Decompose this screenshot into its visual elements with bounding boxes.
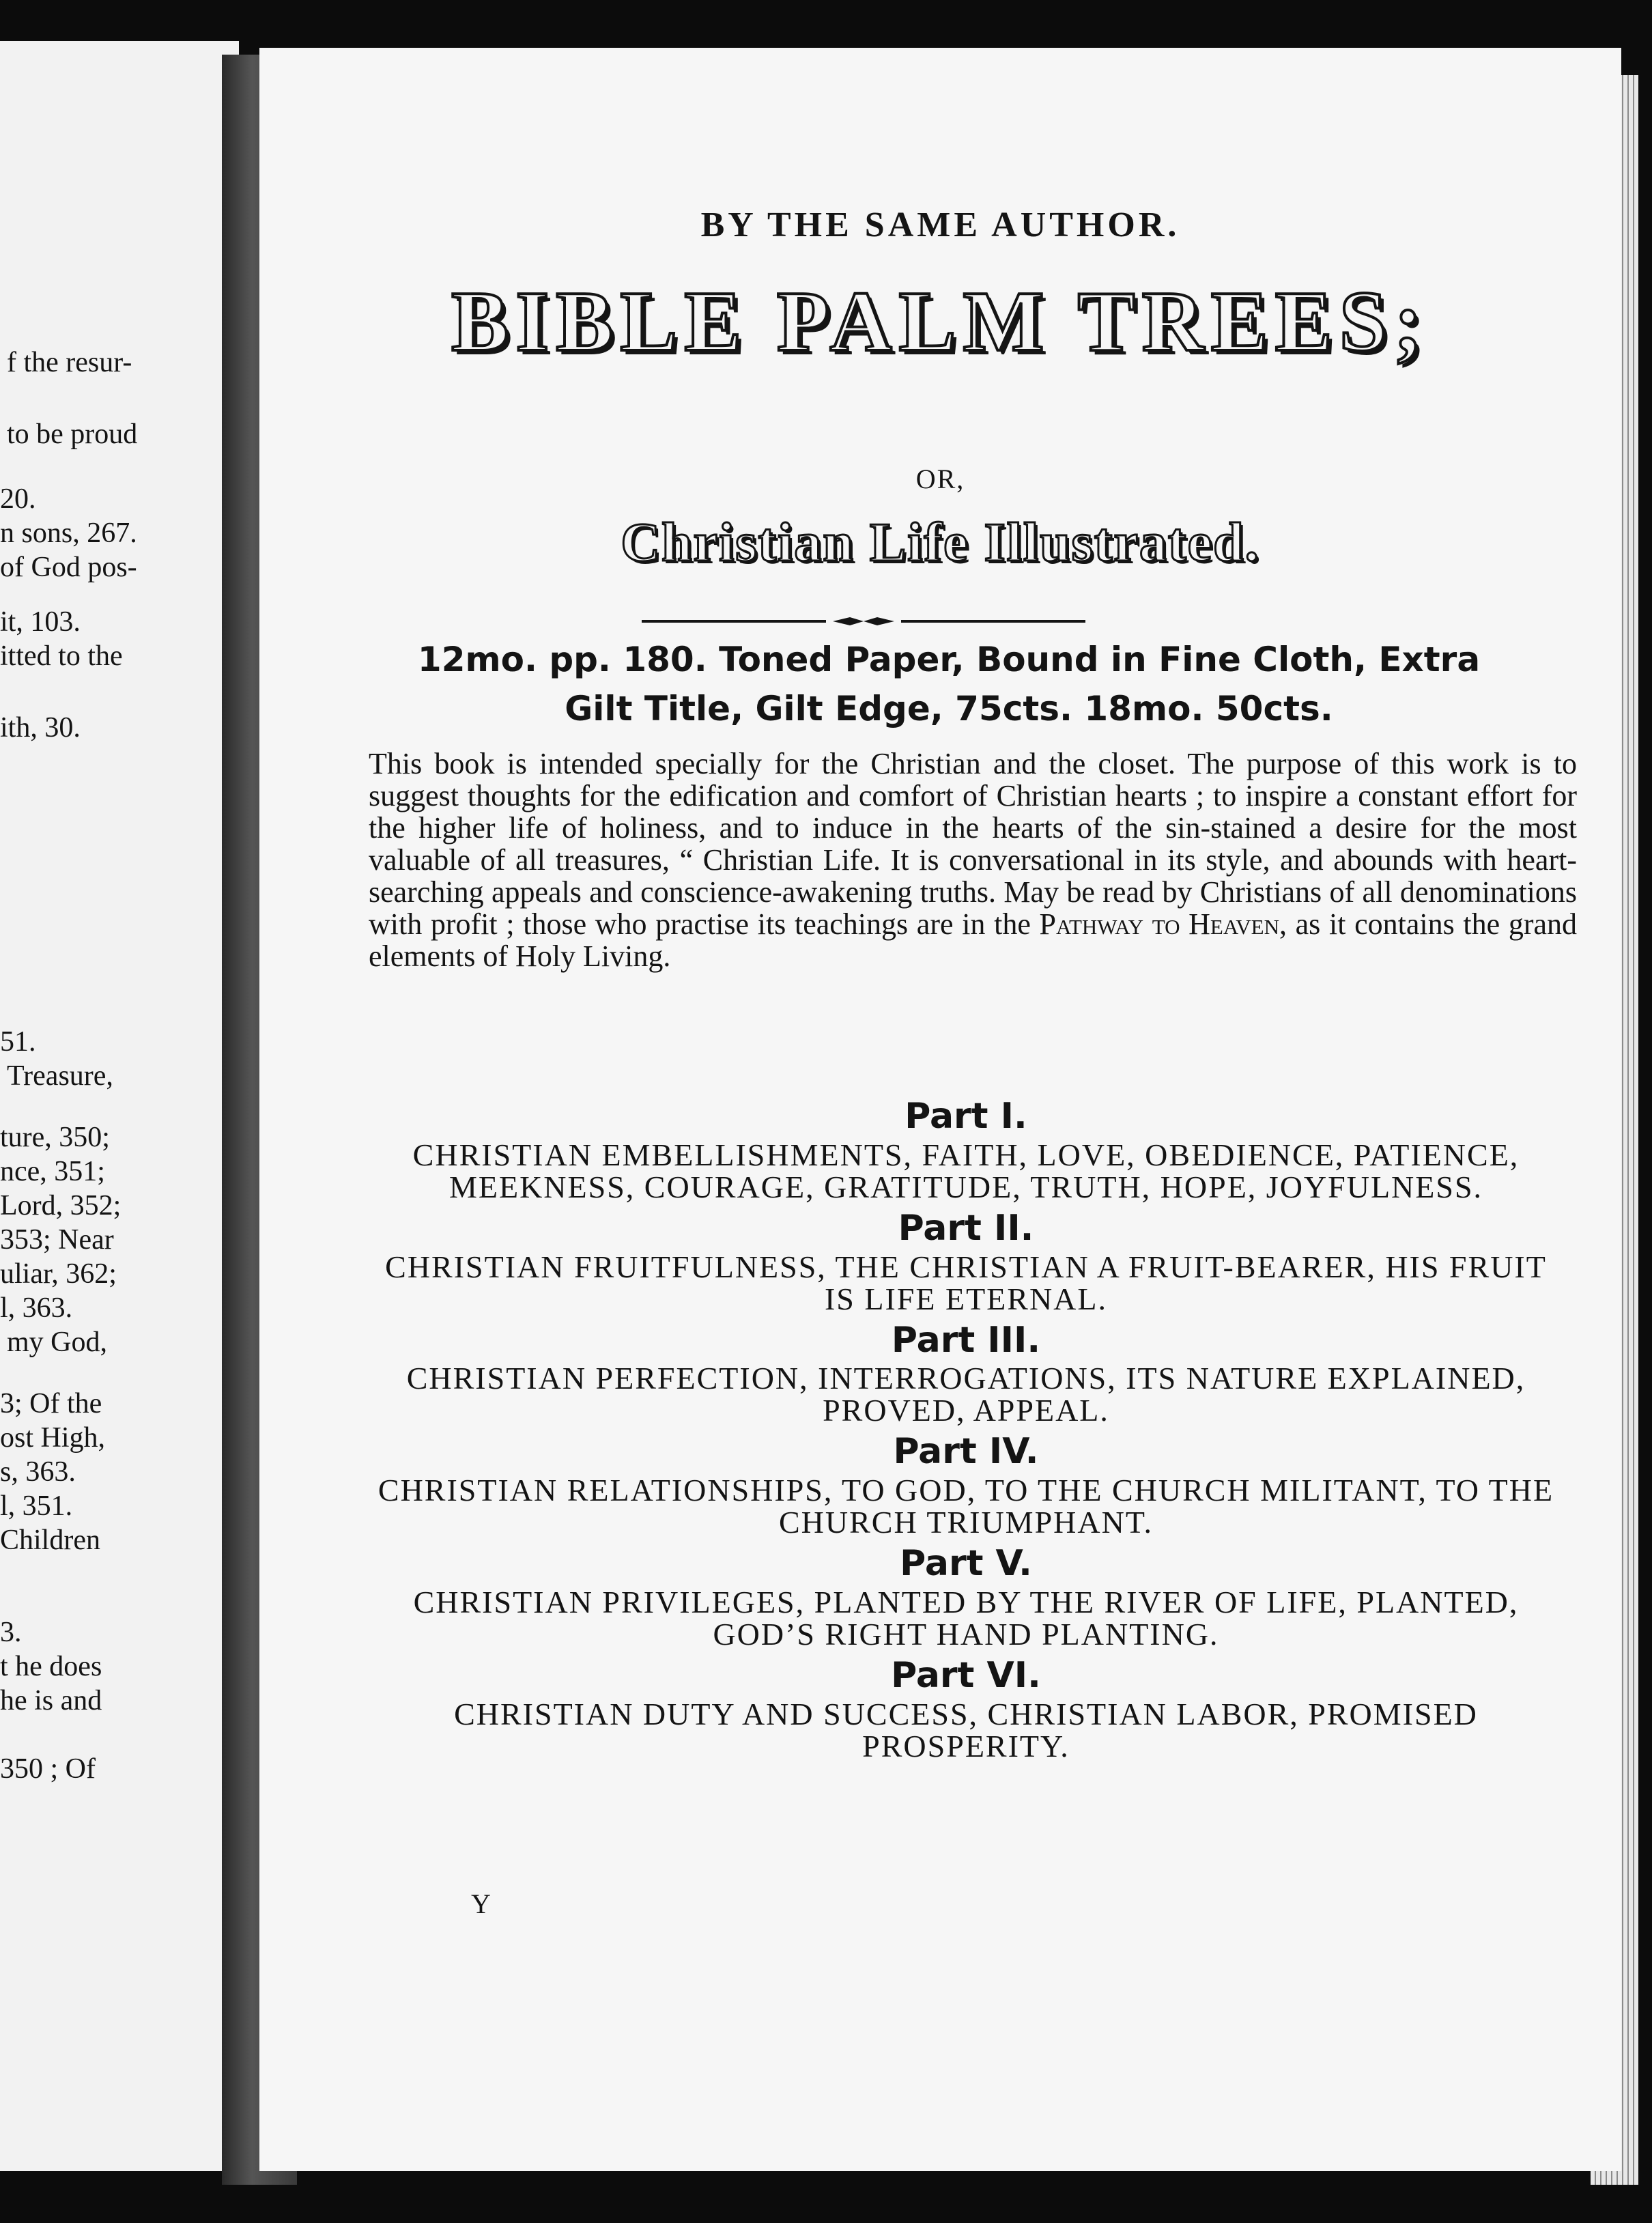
book-title: BIBLE PALM TREES; [451, 274, 1429, 369]
part-heading: Part V. [900, 1543, 1032, 1585]
part-contents: CHRISTIAN EMBELLISHMENTS, FAITH, LOVE, OBEDIENCE, PATIENCE, MEEKNESS, COURAGE, GRATITUDE, TRUTH, HOPE, JOYFULNESS. [412, 1137, 1520, 1204]
part-heading: Part III. [891, 1319, 1041, 1361]
left-page-line: uliar, 362; [0, 1258, 117, 1290]
part-contents: CHRISTIAN RELATIONSHIPS, TO GOD, TO THE CHURCH MILITANT, TO THE CHURCH TRIUMPHANT. [378, 1473, 1554, 1540]
left-page-line: 51. [0, 1026, 36, 1058]
part-contents: CHRISTIAN DUTY AND SUCCESS, CHRISTIAN LABOR, PROMISED PROSPERITY. [454, 1696, 1478, 1764]
part-contents: CHRISTIAN PERFECTION, INTERROGATIONS, ITS NATURE EXPLAINED, PROVED, APPEAL. [406, 1361, 1526, 1428]
left-page-line: 3. [0, 1617, 22, 1648]
left-page-line: to be proud [7, 419, 138, 450]
left-page-line: he is and [0, 1685, 102, 1716]
left-page-line: s, 363. [0, 1456, 76, 1488]
publication-specs [314, 635, 1584, 733]
left-page-line: Children [0, 1525, 100, 1556]
left-page-line: ith, 30. [0, 712, 81, 744]
description-emphasis: Pathway to Heaven [1039, 907, 1279, 941]
left-page-line: t he does [0, 1651, 102, 1682]
description-text: This book is intended specially for the Christian and the closet. The purpose of this work is to suggest thoughts for the edification and comfort of Christian hearts ; to inspire a constant effort for the higher life of holiness, and to induce in the hearts of the sin-stained a desire for the most valuable of all treasures, “ Christian Life. It is conversational in its style, and abounds with heart-searching appeals and conscience-awakening truths. May be read by Christians of all denominations with profit ; those who practise its teachings are in the [369, 747, 1577, 941]
left-page-line: 350 ; Of [0, 1753, 96, 1785]
left-page-line: of God pos- [0, 552, 137, 583]
book-description [369, 748, 1577, 972]
left-page-line: it, 103. [0, 606, 81, 638]
part-heading: Part IV. [893, 1431, 1039, 1473]
left-page-line: 353; Near [0, 1224, 114, 1256]
by-same-author-heading: BY THE SAME AUTHOR. [700, 206, 1180, 244]
right-page [259, 48, 1621, 2171]
signature-mark: Y [471, 1888, 491, 1919]
part-heading: Part II. [898, 1207, 1034, 1249]
part-contents: CHRISTIAN FRUITFULNESS, THE CHRISTIAN A FRUIT-BEARER, HIS FRUIT IS LIFE ETERNAL. [385, 1249, 1547, 1316]
part-contents: CHRISTIAN PRIVILEGES, PLANTED BY THE RIVER OF LIFE, PLANTED, GOD’S RIGHT HAND PLANTING. [413, 1584, 1519, 1652]
left-page-line: nce, 351; [0, 1156, 105, 1187]
or-separator: OR, [915, 464, 965, 494]
left-page-line: 20. [0, 483, 36, 515]
left-page-line: l, 363. [0, 1292, 73, 1324]
part-heading: Part VI. [891, 1654, 1041, 1696]
left-page [0, 41, 239, 2171]
left-page-line: n sons, 267. [0, 518, 137, 549]
left-page-line: my God, [7, 1327, 107, 1358]
left-page-line: ture, 350; [0, 1122, 110, 1153]
specs-line-2: Gilt Title, Gilt Edge, 75cts. 18mo. 50cts. [565, 689, 1333, 728]
specs-line-1: 12mo. pp. 180. Toned Paper, Bound in Fine Cloth, Extra [417, 640, 1481, 679]
book-subtitle: Christian Life Illustrated. [621, 513, 1260, 573]
left-page-line: itted to the [0, 640, 123, 672]
part-heading: Part I. [905, 1096, 1027, 1137]
left-page-line: 3; Of the [0, 1388, 102, 1419]
left-page-line: f the resur- [7, 347, 132, 378]
parts-list [355, 1092, 1577, 1768]
left-page-line: Lord, 352; [0, 1190, 122, 1221]
left-page-line: Treasure, [7, 1060, 113, 1092]
left-page-line: ost High, [0, 1422, 106, 1454]
ornamental-divider [642, 614, 1085, 628]
left-page-line: l, 351. [0, 1490, 73, 1522]
description-text-end: , as it contains the grand elements of Holy Living. [369, 907, 1578, 973]
